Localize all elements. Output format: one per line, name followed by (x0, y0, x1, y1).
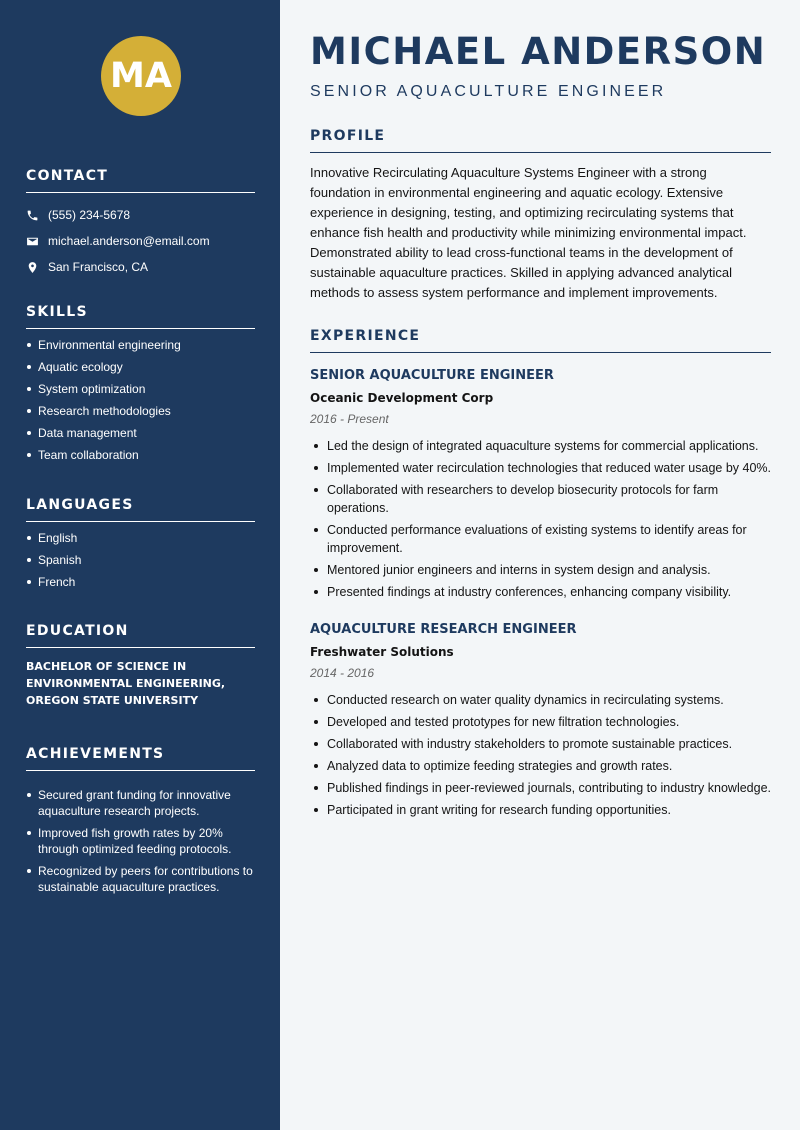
profile-text: Innovative Recirculating Aquaculture Systems Engineer with a strong foundation in environmental engineering and aquatic ecology. Extensive experience in designing, testing, and optimizing recirculating systems that enhance fish health and productivity while minimizing environmental impact. Demonstrated ability to lead cross-functional teams in the development of sustainable aquaculture practices. Skilled in applying advanced analytical methods to assess system performance and implement improvements. (310, 165, 747, 300)
job-bullet: Collaborated with researchers to develop biosecurity protocols for farm operations. (310, 481, 771, 517)
job-bullet: Collaborated with industry stakeholders to promote sustainable practices. (310, 735, 771, 753)
job-bullet: Analyzed data to optimize feeding strategies and growth rates. (310, 757, 771, 775)
skill-item: Team collaboration (26, 447, 255, 463)
phone-icon (26, 209, 39, 222)
language-item: Spanish (26, 552, 255, 568)
job-bullet: Led the design of integrated aquaculture systems for commercial applications. (310, 437, 771, 455)
job-bullets (310, 437, 771, 601)
job-entry (310, 619, 771, 819)
experience-heading: EXPERIENCE (310, 328, 771, 353)
education-degree: BACHELOR OF SCIENCE IN ENVIRONMENTAL ENGINEERING, OREGON STATE UNIVERSITY (26, 660, 226, 707)
profile-heading: PROFILE (310, 128, 771, 153)
phone-text: (555) 234-5678 (48, 208, 131, 222)
job-entry (310, 365, 771, 601)
job-company: Freshwater Solutions (310, 645, 454, 659)
job-company: Oceanic Development Corp (310, 391, 494, 405)
job-bullet: Mentored junior engineers and interns in system design and analysis. (310, 561, 771, 579)
skills-heading: SKILLS (26, 304, 255, 329)
contact-section (26, 168, 255, 280)
skill-item: Research methodologies (26, 403, 255, 419)
map-pin-icon (26, 261, 39, 274)
achievement-item: Recognized by peers for contributions to sustainable aquaculture practices. (26, 863, 255, 895)
candidate-title: SENIOR AQUACULTURE ENGINEER (310, 83, 667, 100)
skill-item: System optimization (26, 381, 255, 397)
job-bullet: Participated in grant writing for research funding opportunities. (310, 801, 771, 819)
job-bullet: Conducted performance evaluations of existing systems to identify areas for improvement. (310, 521, 771, 557)
skills-section (26, 304, 255, 469)
achievement-item: Secured grant funding for innovative aquaculture research projects. (26, 787, 255, 819)
languages-list (26, 530, 255, 590)
avatar: MA (101, 36, 181, 116)
languages-section (26, 497, 255, 596)
contact-heading: CONTACT (26, 168, 255, 193)
languages-heading: LANGUAGES (26, 497, 255, 522)
profile-section (310, 128, 771, 303)
skill-item: Aquatic ecology (26, 359, 255, 375)
experience-section (310, 328, 771, 823)
candidate-name: MICHAEL ANDERSON (310, 30, 767, 73)
job-bullet: Developed and tested prototypes for new filtration technologies. (310, 713, 771, 731)
job-bullet: Published findings in peer-reviewed journals, contributing to industry knowledge. (310, 779, 771, 797)
language-item: French (26, 574, 255, 590)
job-bullet: Presented findings at industry conferences, enhancing company visibility. (310, 583, 771, 601)
achievements-heading: ACHIEVEMENTS (26, 746, 255, 771)
language-item: English (26, 530, 255, 546)
job-bullet: Implemented water recirculation technologies that reduced water usage by 40%. (310, 459, 771, 477)
job-bullet: Conducted research on water quality dynamics in recirculating systems. (310, 691, 771, 709)
sidebar (0, 0, 280, 1130)
achievement-item: Improved fish growth rates by 20% through optimized feeding protocols. (26, 825, 255, 857)
job-role: AQUACULTURE RESEARCH ENGINEER (310, 622, 577, 637)
job-role: SENIOR AQUACULTURE ENGINEER (310, 368, 554, 383)
job-dates: 2014 - 2016 (310, 666, 375, 680)
email-text: michael.anderson@email.com (48, 234, 210, 248)
skill-item: Environmental engineering (26, 337, 255, 353)
location-text: San Francisco, CA (48, 260, 149, 274)
skills-list (26, 337, 255, 463)
education-section (26, 623, 255, 709)
education-heading: EDUCATION (26, 623, 255, 648)
achievements-section (26, 746, 255, 901)
envelope-icon (26, 235, 39, 248)
skill-item: Data management (26, 425, 255, 441)
achievements-list (26, 787, 255, 895)
contact-phone (26, 202, 255, 228)
contact-email (26, 228, 255, 254)
job-bullets (310, 691, 771, 819)
contact-location (26, 254, 255, 280)
job-dates: 2016 - Present (310, 412, 389, 426)
